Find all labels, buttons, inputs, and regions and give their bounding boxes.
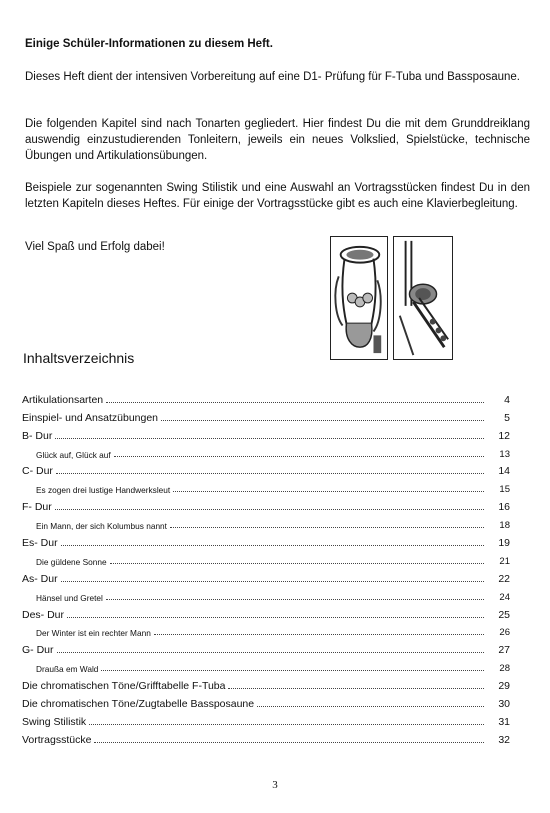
closing-line: Viel Spaß und Erfolg dabei!	[25, 241, 165, 253]
toc-entry-page: 16	[498, 501, 510, 514]
toc-dot-leader	[94, 742, 484, 743]
toc-entry	[22, 710, 510, 728]
toc-entry-page: 19	[498, 537, 510, 550]
toc-entry-page: 15	[499, 484, 510, 496]
toc-entry-label: Glück auf, Glück auf	[36, 449, 111, 460]
toc-entry-label: Die chromatischen Töne/Grifftabelle F-Tuba	[22, 680, 226, 693]
toc-entry-label: Swing Stilistik	[22, 715, 87, 728]
toc-entry-label: Vortragsstücke	[22, 733, 92, 746]
toc-entry-label: Draußa em Wald	[36, 664, 99, 675]
toc-entry	[22, 460, 510, 478]
toc-dot-leader	[55, 438, 484, 439]
toc-entry-page: 26	[499, 627, 510, 639]
toc-entry-page: 24	[499, 591, 510, 603]
toc-entry	[22, 692, 510, 710]
toc-dot-leader	[57, 652, 485, 653]
toc-sub-entry	[22, 442, 510, 460]
toc-entry	[22, 728, 510, 746]
toc-dot-leader	[110, 563, 484, 564]
toc-dot-leader	[228, 688, 484, 689]
toc-dot-leader	[106, 402, 484, 403]
toc-entry-page: 22	[498, 572, 510, 585]
toc-entry-label: Es- Dur	[22, 537, 58, 550]
toc-dot-leader	[55, 509, 484, 510]
page-number: 3	[272, 779, 278, 791]
toc-dot-leader	[56, 473, 484, 474]
tuba-illustration	[330, 236, 388, 360]
toc-entry-page: 27	[498, 644, 510, 657]
toc-entry-page: 28	[499, 663, 510, 675]
intro-paragraph-3: Beispiele zur sogenannten Swing Stilistik und eine Auswahl an Vortragsstücken findest Du in den letzten Kapiteln dieses Heftes. Für einige der Vortragsstücke gibt es auch eine Klavierbegleitung.	[25, 182, 530, 210]
toc-dot-leader	[154, 634, 484, 635]
toc-dot-leader	[67, 617, 484, 618]
intro-paragraph-1: Dieses Heft dient der intensiven Vorbereitung auf eine D1- Prüfung für F-Tuba und Bassposaune.	[25, 71, 521, 83]
toc-entry	[22, 531, 510, 549]
toc-entry-page: 18	[499, 520, 510, 532]
toc-dot-leader	[89, 724, 484, 725]
toc-sub-entry	[22, 585, 510, 603]
toc-entry	[22, 424, 510, 442]
toc-entry-page: 14	[498, 465, 510, 478]
toc-dot-leader	[106, 599, 484, 600]
toc-sub-entry	[22, 477, 510, 495]
toc-entry-page: 30	[498, 698, 510, 711]
toc-entry-page: 29	[498, 680, 510, 693]
toc-dot-leader	[170, 527, 484, 528]
toc-entry-page: 31	[498, 715, 510, 728]
toc-entry	[22, 495, 510, 513]
toc-entry-label: C- Dur	[22, 465, 53, 478]
toc-entry-label: B- Dur	[22, 429, 53, 442]
toc-entry-label: G- Dur	[22, 644, 54, 657]
toc-dot-leader	[161, 420, 484, 421]
toc-entry-label: Hänsel und Gretel	[36, 592, 103, 603]
toc-entry-label: As- Dur	[22, 572, 58, 585]
toc-entry-page: 4	[504, 393, 510, 406]
toc-sub-entry	[22, 549, 510, 567]
toc-sub-entry	[22, 513, 510, 531]
toc-entry	[22, 406, 510, 424]
toc-entry-label: Die güldene Sonne	[36, 556, 107, 567]
toc-entry-page: 13	[499, 448, 510, 460]
toc-dot-leader	[61, 581, 484, 582]
toc-entry-label: Des- Dur	[22, 608, 65, 621]
toc-dot-leader	[173, 491, 484, 492]
toc-entry-page: 21	[499, 555, 510, 567]
toc-entry-label: Ein Mann, der sich Kolumbus nannt	[36, 521, 167, 532]
toc-dot-leader	[101, 670, 484, 671]
toc-entry	[22, 603, 510, 621]
toc-entry	[22, 638, 510, 656]
toc-title: Inhaltsverzeichnis	[23, 350, 135, 366]
table-of-contents	[22, 388, 510, 746]
intro-paragraph-2: Die folgenden Kapitel sind nach Tonarten gegliedert. Hier findest Du die mit dem Grunddreiklang auswendig einzustudierenden Tonleitern, jeweils ein neues Volkslied, Spielstücke, technische Übungen und Artikulationsübungen.	[25, 118, 530, 162]
toc-sub-entry	[22, 656, 510, 674]
toc-entry-page: 5	[504, 411, 510, 424]
toc-entry-label: Die chromatischen Töne/Zugtabelle Bassposaune	[22, 698, 255, 711]
toc-sub-entry	[22, 621, 510, 639]
toc-dot-leader	[61, 545, 484, 546]
toc-entry-label: Der Winter ist ein rechter Mann	[36, 628, 151, 639]
toc-entry-label: Artikulationsarten	[22, 393, 104, 406]
intro-heading: Einige Schüler-Informationen zu diesem Heft.	[25, 38, 273, 50]
toc-entry-page: 25	[498, 608, 510, 621]
toc-entry-page: 12	[498, 429, 510, 442]
toc-entry	[22, 388, 510, 406]
toc-entry-label: Es zogen drei lustige Handwerksleut	[36, 485, 171, 496]
toc-dot-leader	[257, 706, 484, 707]
trombone-illustration	[393, 236, 453, 360]
toc-dot-leader	[114, 456, 484, 457]
toc-entry-page: 32	[498, 733, 510, 746]
toc-entry-label: Einspiel- und Ansatzübungen	[22, 411, 159, 424]
toc-entry	[22, 674, 510, 692]
toc-entry	[22, 567, 510, 585]
toc-entry-label: F- Dur	[22, 501, 52, 514]
